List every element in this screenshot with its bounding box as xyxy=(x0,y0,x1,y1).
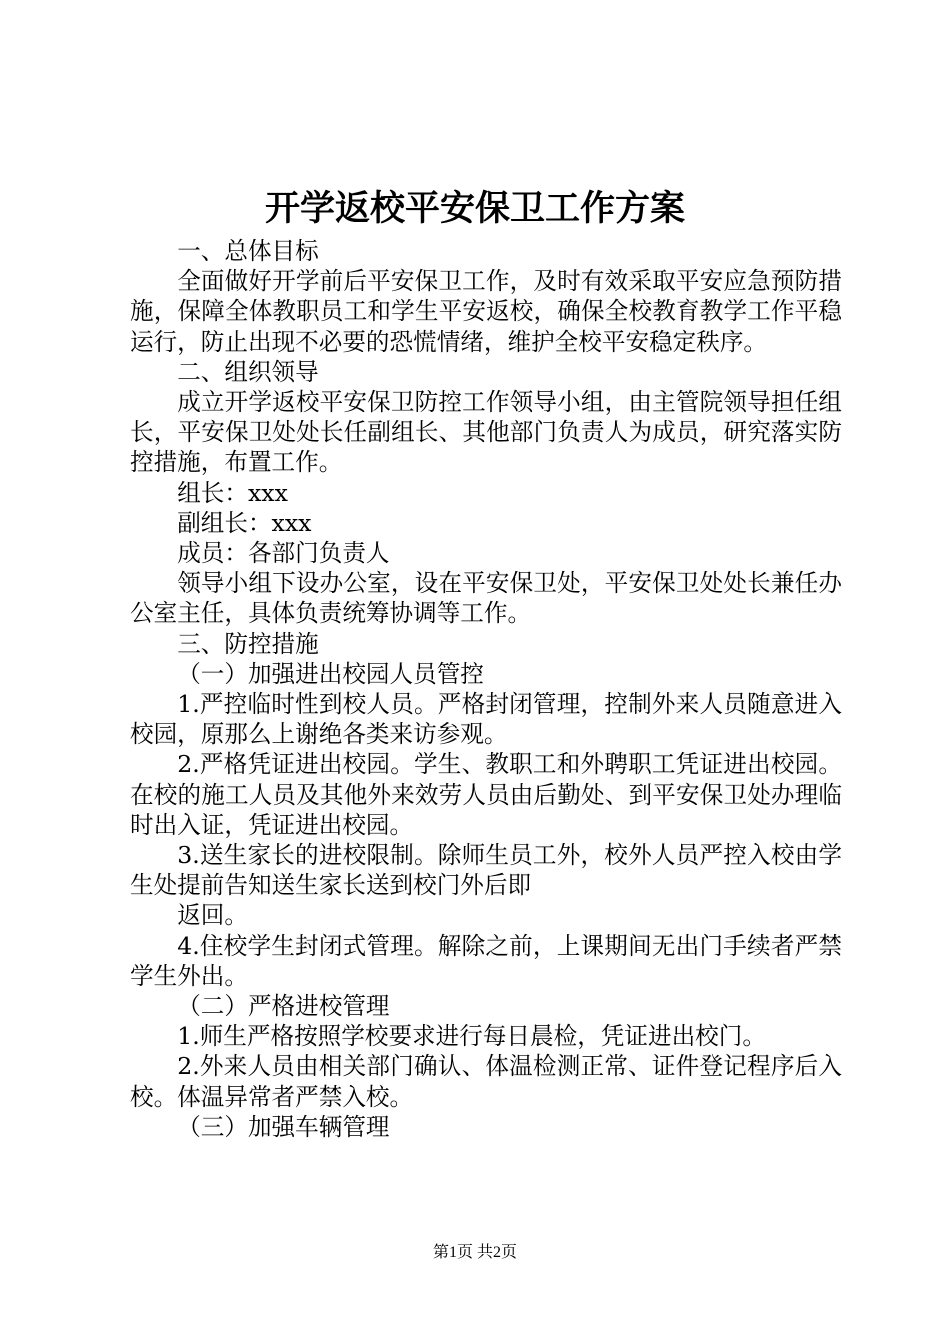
paragraph: 2.外来人员由相关部门确认、体温检测正常、证件登记程序后入校。体温异常者严禁入校。 xyxy=(130,1052,842,1111)
paragraph: 成立开学返校平安保卫防控工作领导小组，由主管院领导担任组长，平安保卫处处长任副组长、其他部门负责人为成员，研究落实防控措施，布置工作。 xyxy=(130,388,842,477)
section-heading: 三、防控措施 xyxy=(177,629,319,658)
document-body xyxy=(130,236,842,1142)
paragraph: 1.严控临时性到校人员。严格封闭管理，控制外来人员随意进入校园，原那么上谢绝各类来访参观。 xyxy=(130,690,842,749)
paragraph: 全面做好开学前后平安保卫工作，及时有效采取平安应急预防措施，保障全体教职员工和学生平安返校，确保全校教育教学工作平稳运行，防止出现不必要的恐慌情绪，维护全校平安稳定秩序。 xyxy=(130,267,842,356)
paragraph: 3.送生家长的进校限制。除师生员工外，校外人员严控入校由学生处提前告知送生家长送到校门外后即 xyxy=(130,841,842,900)
paragraph: 副组长：xxx xyxy=(177,508,312,537)
paragraph: 成员：各部门负责人 xyxy=(177,539,390,568)
subsection-heading: （一）加强进出校园人员管控 xyxy=(177,659,484,688)
subsection-heading: （二）严格进校管理 xyxy=(177,992,390,1021)
paragraph: 返回。 xyxy=(177,901,248,930)
paragraph: 1.师生严格按照学校要求进行每日晨检，凭证进出校门。 xyxy=(177,1022,766,1051)
paragraph: 领导小组下设办公室，设在平安保卫处，平安保卫处处长兼任办公室主任，具体负责统筹协调等工作。 xyxy=(130,569,842,628)
section-heading: 二、组织领导 xyxy=(177,357,319,386)
page-footer: 第1页 共2页 xyxy=(432,1244,517,1261)
paragraph: 组长：xxx xyxy=(177,478,288,507)
paragraph: 2.严格凭证进出校园。学生、教职工和外聘职工凭证进出校园。在校的施工人员及其他外来效劳人员由后勤处、到平安保卫处办理临时出入证，凭证进出校园。 xyxy=(130,750,842,839)
section-heading: 一、总体目标 xyxy=(177,237,319,265)
subsection-heading: （三）加强车辆管理 xyxy=(177,1112,390,1141)
document-title: 开学返校平安保卫工作方案 xyxy=(264,188,685,229)
paragraph: 4.住校学生封闭式管理。解除之前，上课期间无出门手续者严禁学生外出。 xyxy=(130,931,842,990)
